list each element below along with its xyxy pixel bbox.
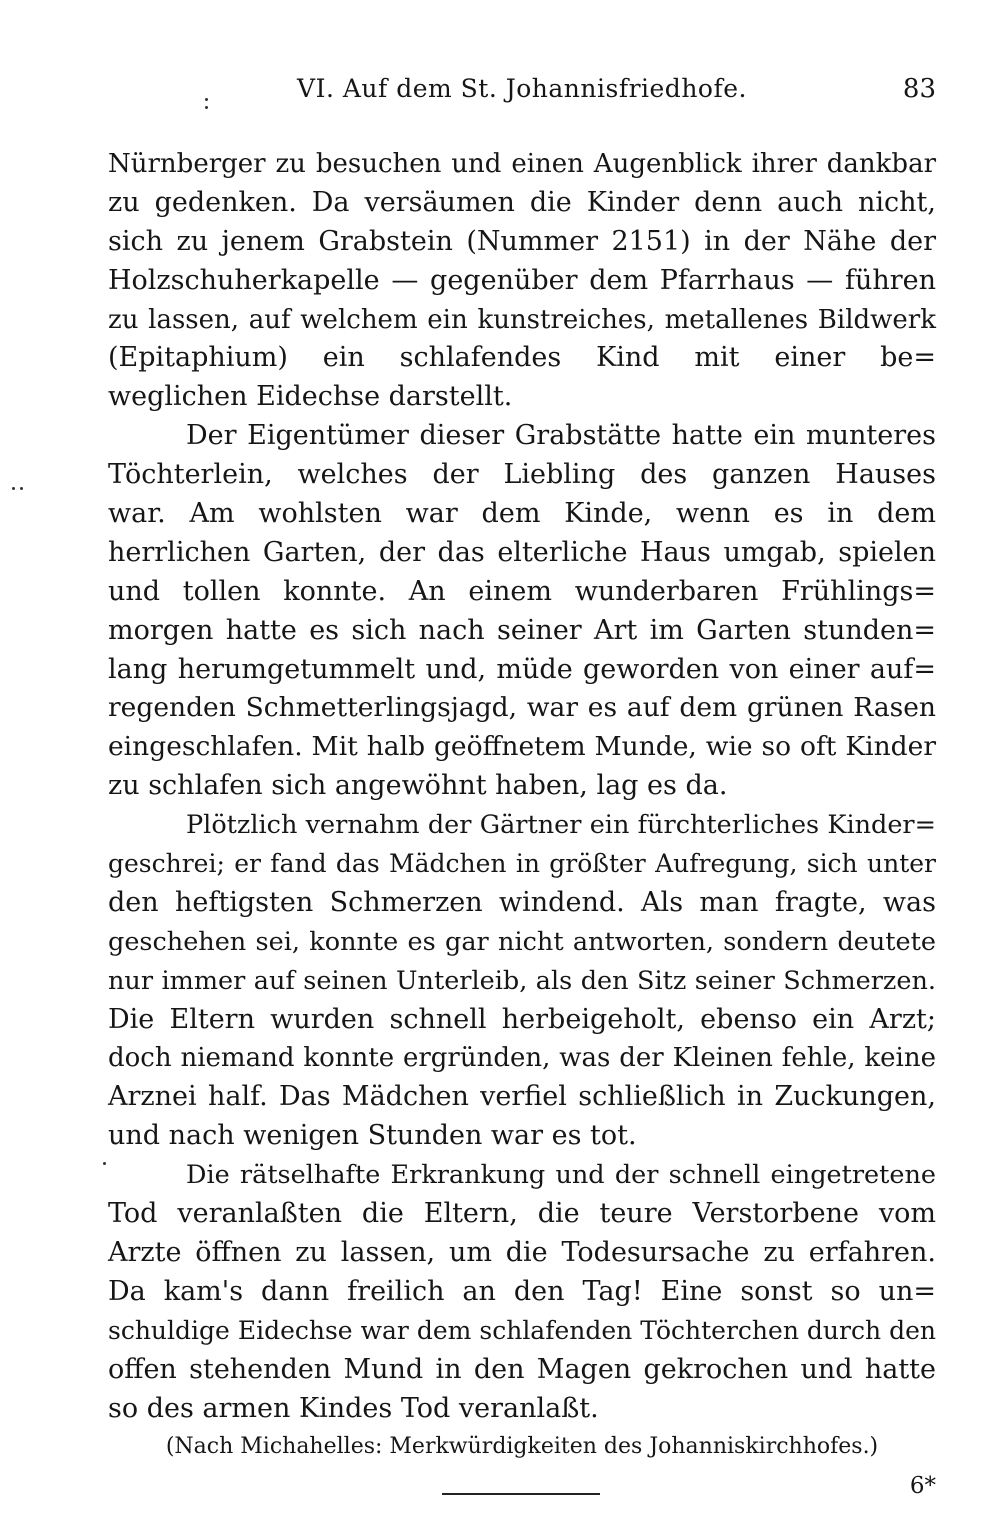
- text-line: eingeschlafen. Mit halb geöffnetem Munde, wie so oft Kinder: [108, 731, 936, 763]
- running-header: [108, 74, 936, 114]
- signature-mark: 6*: [909, 1473, 936, 1499]
- text-line: Der Eigentümer dieser Grabstätte hatte ein munteres: [186, 420, 936, 452]
- footer-rule: [442, 1493, 600, 1495]
- text-line: Arzte öffnen zu lassen, um die Todesursache zu erfahren.: [108, 1236, 936, 1268]
- text-line: so des armen Kindes Tod veranlaßt.: [108, 1392, 599, 1424]
- print-speck: [103, 1162, 106, 1165]
- text-line: doch niemand konnte ergründen, was der Kleinen fehle, keine: [108, 1043, 936, 1074]
- text-line: nur immer auf seinen Unterleib, als den Sitz seiner Schmerzen.: [108, 965, 936, 996]
- print-speck: [205, 106, 208, 109]
- text-line: morgen hatte es sich nach seiner Art im Garten stunden=: [108, 614, 936, 646]
- text-line: Arznei half. Das Mädchen verfiel schließlich in Zuckungen,: [108, 1081, 936, 1113]
- body-text: [108, 145, 936, 1428]
- source-citation: (Nach Michahelles: Merkwürdigkeiten des Johanniskirchhofes.): [165, 1434, 879, 1459]
- text-line: regenden Schmetterlingsjagd, war es auf dem grünen Rasen: [108, 692, 936, 724]
- page-number: 83: [902, 74, 936, 104]
- text-line: sich zu jenem Grabstein (Nummer 2151) in der Nähe der: [108, 225, 936, 257]
- text-line: lang herumgetummelt und, müde geworden von einer auf=: [108, 653, 936, 685]
- print-speck: [12, 487, 15, 490]
- text-line: weglichen Eidechse darstellt.: [108, 381, 513, 413]
- text-line: den heftigsten Schmerzen windend. Als man fragte, was: [108, 886, 936, 918]
- text-line: herrlichen Garten, der das elterliche Haus umgab, spielen: [108, 536, 936, 568]
- text-line: Da kam's dann freilich an den Tag! Eine sonst so un=: [108, 1275, 936, 1307]
- print-speck: [205, 98, 208, 101]
- text-line: war. Am wohlsten war dem Kinde, wenn es in dem: [108, 498, 936, 530]
- text-line: zu lassen, auf welchem ein kunstreiches, metallenes Bildwerk: [108, 304, 936, 335]
- text-line: offen stehenden Mund in den Magen gekrochen und hatte: [108, 1353, 936, 1385]
- print-speck: [20, 487, 23, 490]
- text-line: Töchterlein, welches der Liebling des ganzen Hauses: [108, 459, 936, 491]
- text-line: Nürnberger zu besuchen und einen Augenblick ihrer dankbar: [108, 149, 936, 179]
- text-line: Die rätselhafte Erkrankung und der schnell eingetretene: [186, 1160, 936, 1191]
- text-line: Plötzlich vernahm der Gärtner ein fürchterliches Kinder=: [186, 810, 936, 841]
- running-title: VI. Auf dem St. Johannisfriedhofe.: [297, 74, 747, 103]
- text-line: (Epitaphium) ein schlafendes Kind mit einer be=: [108, 342, 936, 374]
- text-line: schuldige Eidechse war dem schlafenden Töchterchen durch den: [108, 1315, 936, 1345]
- text-line: und nach wenigen Stunden war es tot.: [108, 1120, 637, 1152]
- text-line: zu schlafen sich angewöhnt haben, lag es da.: [108, 770, 728, 802]
- text-line: geschrei; er fand das Mädchen in größter Aufregung, sich unter: [108, 849, 936, 879]
- text-line: geschehen sei, konnte es gar nicht antworten, sondern deutete: [108, 926, 936, 957]
- text-line: zu gedenken. Da versäumen die Kinder denn auch nicht,: [108, 186, 936, 218]
- text-line: Holzschuherkapelle — gegenüber dem Pfarrhaus — führen: [108, 264, 936, 296]
- text-line: und tollen konnte. An einem wunderbaren Frühlings=: [108, 575, 936, 607]
- text-line: Tod veranlaßten die Eltern, die teure Verstorbene vom: [108, 1198, 936, 1230]
- text-line: Die Eltern wurden schnell herbeigeholt, ebenso ein Arzt;: [108, 1003, 936, 1035]
